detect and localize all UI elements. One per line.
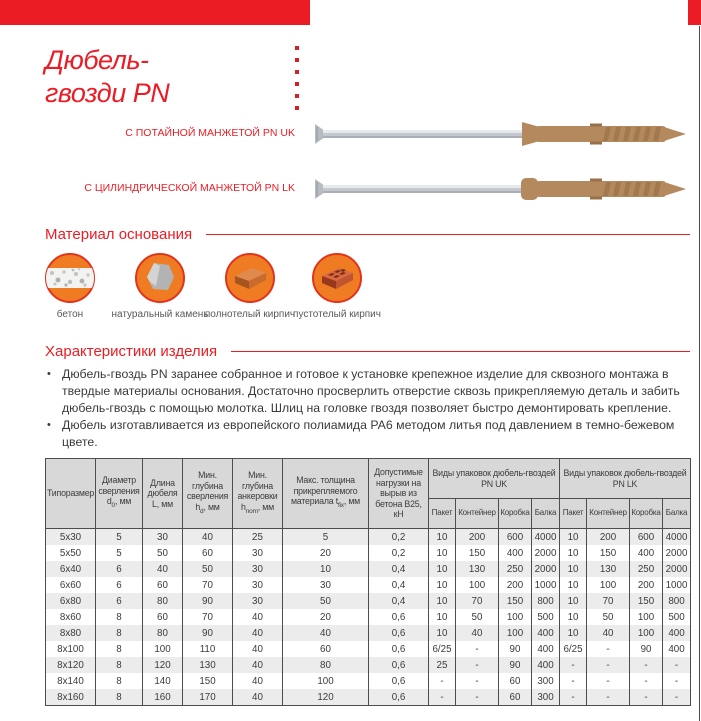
table-cell: 120: [283, 689, 369, 706]
subcol-uk-packet: Пакет: [429, 499, 456, 529]
table-cell: 10: [429, 593, 456, 609]
table-row: [46, 657, 691, 673]
table-cell: -: [429, 673, 456, 689]
table-cell: 8: [96, 657, 143, 673]
table-cell: 100: [283, 673, 369, 689]
table-cell: 400: [663, 625, 691, 641]
table-cell: 50: [587, 609, 630, 625]
table-cell: 25: [233, 529, 283, 546]
table-cell: -: [587, 657, 630, 673]
characteristics-section-heading: [45, 343, 690, 360]
table-cell: 800: [663, 593, 691, 609]
top-right-red-tab: [688, 0, 701, 25]
table-cell: 150: [630, 593, 663, 609]
table-row: [46, 609, 691, 625]
group-header-pack-pn-lk: Виды упаковок дюбель-гвоздей PN LK: [560, 459, 691, 499]
table-cell: 150: [183, 673, 233, 689]
table-cell: -: [456, 689, 499, 706]
table-cell: 2000: [663, 545, 691, 561]
page-title-line2: гвозди PN: [45, 78, 170, 108]
table-cell: 100: [499, 625, 532, 641]
table-cell: 8: [96, 625, 143, 641]
material-item-hollow-brick: [282, 251, 392, 321]
natural-stone-icon: [133, 251, 187, 305]
table-cell: -: [630, 673, 663, 689]
row-typesize: 8x60: [46, 609, 96, 625]
table-cell: 10: [560, 625, 587, 641]
table-cell: -: [587, 641, 630, 657]
table-row: [46, 577, 691, 593]
table-cell: 30: [283, 577, 369, 593]
table-cell: 30: [233, 593, 283, 609]
col-header-allowed-load: Допустимые нагрузки на вырыв из бетона B25, кН: [369, 459, 429, 529]
table-cell: 800: [532, 593, 560, 609]
heading-rule: [206, 234, 690, 235]
subcol-lk-container: Контейнер: [587, 499, 630, 529]
table-cell: 250: [630, 561, 663, 577]
row-typesize: 8x100: [46, 641, 96, 657]
table-cell: 130: [456, 561, 499, 577]
table-cell: 10: [560, 529, 587, 546]
table-cell: 8: [96, 673, 143, 689]
table-cell: 10: [429, 545, 456, 561]
characteristics-bullet: • Дюбель изготавливается из европейского полиамида PA6 методом литья под давлением в темно-бежевом цвете.: [45, 417, 693, 451]
table-cell: 100: [143, 641, 183, 657]
table-cell: 0,6: [369, 657, 429, 673]
materials-section-heading: [45, 226, 690, 243]
table-cell: -: [630, 657, 663, 673]
red-dot: [295, 82, 299, 86]
table-cell: -: [560, 689, 587, 706]
table-row: [46, 625, 691, 641]
table-cell: 20: [283, 545, 369, 561]
subcol-uk-container: Контейнер: [456, 499, 499, 529]
table-cell: 60: [143, 577, 183, 593]
red-dots-ornament: [295, 46, 299, 118]
table-cell: 200: [587, 529, 630, 546]
table-cell: 70: [456, 593, 499, 609]
table-cell: 0,6: [369, 625, 429, 641]
col-header-dowel-length: Длина дюбеля L, мм: [143, 459, 183, 529]
table-cell: 10: [560, 561, 587, 577]
table-cell: 200: [499, 577, 532, 593]
table-cell: 150: [456, 545, 499, 561]
table-cell: -: [587, 673, 630, 689]
table-cell: 8: [96, 641, 143, 657]
table-cell: 40: [233, 609, 283, 625]
table-cell: 5: [283, 529, 369, 546]
table-cell: 500: [532, 609, 560, 625]
row-typesize: 5x30: [46, 529, 96, 546]
red-dot: [295, 58, 299, 62]
table-cell: 200: [456, 529, 499, 546]
table-cell: 80: [143, 625, 183, 641]
table-cell: 4000: [532, 529, 560, 546]
table-row: [46, 529, 691, 546]
table-cell: 2000: [532, 561, 560, 577]
table-cell: -: [663, 689, 691, 706]
row-typesize: 8x140: [46, 673, 96, 689]
row-typesize: 8x120: [46, 657, 96, 673]
table-cell: 50: [143, 545, 183, 561]
dowel-nail-image-pn-lk: [308, 167, 690, 211]
row-typesize: 6x80: [46, 593, 96, 609]
table-cell: 600: [499, 529, 532, 546]
characteristics-list: [45, 366, 693, 451]
table-cell: 40: [587, 625, 630, 641]
table-cell: 25: [429, 657, 456, 673]
table-cell: 6/25: [560, 641, 587, 657]
table-cell: 400: [532, 625, 560, 641]
table-cell: 160: [143, 689, 183, 706]
col-header-max-material-thickness: Макс. толщина прикрепляемого материала $t_{fix}$, мм: [283, 459, 369, 529]
table-cell: 10: [429, 529, 456, 546]
table-cell: 90: [630, 641, 663, 657]
red-dot: [295, 94, 299, 98]
table-cell: 40: [233, 641, 283, 657]
table-cell: 10: [560, 593, 587, 609]
table-cell: 10: [283, 561, 369, 577]
material-label: натуральный камень: [111, 309, 209, 320]
table-cell: -: [663, 657, 691, 673]
table-cell: 40: [143, 561, 183, 577]
table-cell: -: [456, 673, 499, 689]
table-cell: 0,2: [369, 529, 429, 546]
row-typesize: 8x80: [46, 625, 96, 641]
table-cell: 80: [283, 657, 369, 673]
materials-heading-text: Материал основания: [45, 226, 193, 243]
material-label: пустотелый кирпич: [293, 309, 381, 320]
table-cell: 400: [532, 657, 560, 673]
table-row: [46, 561, 691, 577]
table-cell: 10: [560, 545, 587, 561]
row-typesize: 6x60: [46, 577, 96, 593]
table-cell: -: [429, 689, 456, 706]
table-cell: 6: [96, 561, 143, 577]
table-cell: -: [630, 689, 663, 706]
table-cell: 10: [560, 577, 587, 593]
table-cell: 0,6: [369, 689, 429, 706]
table-cell: 30: [233, 561, 283, 577]
table-row: [46, 689, 691, 706]
table-cell: 70: [183, 577, 233, 593]
table-cell: 5: [96, 545, 143, 561]
material-label: полнотелый кирпич: [204, 309, 296, 320]
table-cell: 30: [233, 545, 283, 561]
table-cell: 40: [456, 625, 499, 641]
table-cell: 100: [587, 577, 630, 593]
table-cell: 0,6: [369, 641, 429, 657]
table-cell: 60: [183, 545, 233, 561]
subcol-uk-beam: Балка: [532, 499, 560, 529]
table-cell: 100: [630, 609, 663, 625]
characteristics-heading-text: Характеристики изделия: [45, 343, 218, 360]
table-cell: 170: [183, 689, 233, 706]
table-cell: 300: [532, 673, 560, 689]
red-dot: [295, 70, 299, 74]
table-cell: 150: [499, 593, 532, 609]
table-cell: 1000: [532, 577, 560, 593]
table-cell: 2000: [663, 561, 691, 577]
product-label-pn-lk: С ЦИЛИНДРИЧЕСКОЙ МАНЖЕТОЙ PN LK: [84, 182, 295, 194]
table-cell: 90: [499, 641, 532, 657]
table-cell: 6: [96, 577, 143, 593]
row-typesize: 8x160: [46, 689, 96, 706]
table-cell: 8: [96, 689, 143, 706]
table-cell: 400: [663, 641, 691, 657]
subcol-lk-packet: Пакет: [560, 499, 587, 529]
table-row: [46, 545, 691, 561]
table-row: [46, 593, 691, 609]
table-cell: 500: [663, 609, 691, 625]
table-cell: -: [456, 657, 499, 673]
table-cell: -: [663, 673, 691, 689]
concrete-icon: [43, 251, 97, 305]
table-cell: 4000: [663, 529, 691, 546]
table-cell: 300: [532, 689, 560, 706]
table-cell: 10: [429, 625, 456, 641]
table-cell: 0,6: [369, 673, 429, 689]
page-title: [45, 44, 169, 110]
col-header-min-drill-depth: Мин. глубина сверления $h_d$, мм: [183, 459, 233, 529]
table-cell: 50: [456, 609, 499, 625]
table-cell: 20: [283, 609, 369, 625]
table-cell: 200: [630, 577, 663, 593]
table-row: [46, 673, 691, 689]
table-cell: 130: [587, 561, 630, 577]
table-cell: 6/25: [429, 641, 456, 657]
table-cell: 130: [183, 657, 233, 673]
hollow-brick-icon: [310, 251, 364, 305]
dowel-nail-image-pn-uk: [308, 112, 690, 156]
table-cell: 40: [233, 673, 283, 689]
table-cell: 80: [143, 593, 183, 609]
table-cell: 40: [233, 657, 283, 673]
table-cell: 10: [429, 577, 456, 593]
table-cell: 10: [429, 609, 456, 625]
table-cell: 100: [499, 609, 532, 625]
table-cell: -: [456, 641, 499, 657]
table-cell: 400: [630, 545, 663, 561]
table-cell: 0,4: [369, 593, 429, 609]
table-cell: 0,4: [369, 577, 429, 593]
table-cell: 60: [499, 689, 532, 706]
table-cell: 70: [183, 609, 233, 625]
table-cell: 6: [96, 593, 143, 609]
table-cell: 90: [183, 593, 233, 609]
table-cell: 10: [560, 609, 587, 625]
table-cell: 100: [456, 577, 499, 593]
col-header-drill-diameter: Диаметр сверления $d_0$, мм: [96, 459, 143, 529]
table-cell: -: [587, 689, 630, 706]
subcol-uk-box: Коробка: [499, 499, 532, 529]
solid-brick-icon: [223, 251, 277, 305]
table-cell: 120: [143, 657, 183, 673]
table-cell: 90: [499, 657, 532, 673]
table-cell: 50: [283, 593, 369, 609]
table-cell: 5: [96, 529, 143, 546]
table-cell: 0,2: [369, 545, 429, 561]
table-cell: 2000: [532, 545, 560, 561]
spec-table-body: [46, 529, 691, 706]
table-cell: 400: [499, 545, 532, 561]
table-cell: 40: [233, 689, 283, 706]
product-label-pn-uk: С ПОТАЙНОЙ МАНЖЕТОЙ PN UK: [125, 127, 295, 139]
table-cell: 400: [532, 641, 560, 657]
page-right-border: [699, 26, 700, 721]
row-typesize: 5x50: [46, 545, 96, 561]
table-cell: 10: [429, 561, 456, 577]
table-cell: 600: [630, 529, 663, 546]
table-cell: 30: [143, 529, 183, 546]
table-cell: 70: [587, 593, 630, 609]
table-cell: 150: [587, 545, 630, 561]
table-cell: 60: [283, 641, 369, 657]
red-dot: [295, 46, 299, 50]
top-red-banner: [0, 0, 310, 25]
table-cell: 110: [183, 641, 233, 657]
table-cell: 60: [499, 673, 532, 689]
table-cell: -: [560, 657, 587, 673]
heading-rule: [231, 351, 690, 352]
subcol-lk-beam: Балка: [663, 499, 691, 529]
red-dot: [295, 106, 299, 110]
table-cell: 60: [143, 609, 183, 625]
page-title-line1: Дюбель-: [45, 45, 149, 75]
table-cell: 0,4: [369, 561, 429, 577]
table-cell: 100: [630, 625, 663, 641]
table-cell: 40: [233, 625, 283, 641]
table-cell: 8: [96, 609, 143, 625]
col-header-min-anchor-depth: Мин. глубина анкеровки $h_{nom}$, мм: [233, 459, 283, 529]
table-cell: 140: [143, 673, 183, 689]
table-row: [46, 641, 691, 657]
table-cell: 1000: [663, 577, 691, 593]
table-cell: -: [560, 673, 587, 689]
col-header-typesize: Типоразмер: [46, 459, 96, 529]
table-cell: 40: [183, 529, 233, 546]
row-typesize: 6x40: [46, 561, 96, 577]
material-label: бетон: [56, 309, 84, 320]
spec-table: [45, 458, 691, 706]
subcol-lk-box: Коробка: [630, 499, 663, 529]
table-cell: 250: [499, 561, 532, 577]
table-cell: 30: [233, 577, 283, 593]
table-cell: 90: [183, 625, 233, 641]
characteristics-bullet: • Дюбель-гвоздь PN заранее собранное и готовое к установке крепежное изделие для сквозного монтажа в твердые материалы основания. Достаточно просверлить отверстие сквозь прикрепляемую деталь и забить дюбель-гвоздь с помощью молотка. Шлиц на головке гвоздя позволяет быстро демонтировать крепление.: [45, 366, 693, 417]
table-cell: 0,6: [369, 609, 429, 625]
table-cell: 40: [283, 625, 369, 641]
group-header-pack-pn-uk: Виды упаковок дюбель-гвоздей PN UK: [429, 459, 560, 499]
table-cell: 50: [183, 561, 233, 577]
